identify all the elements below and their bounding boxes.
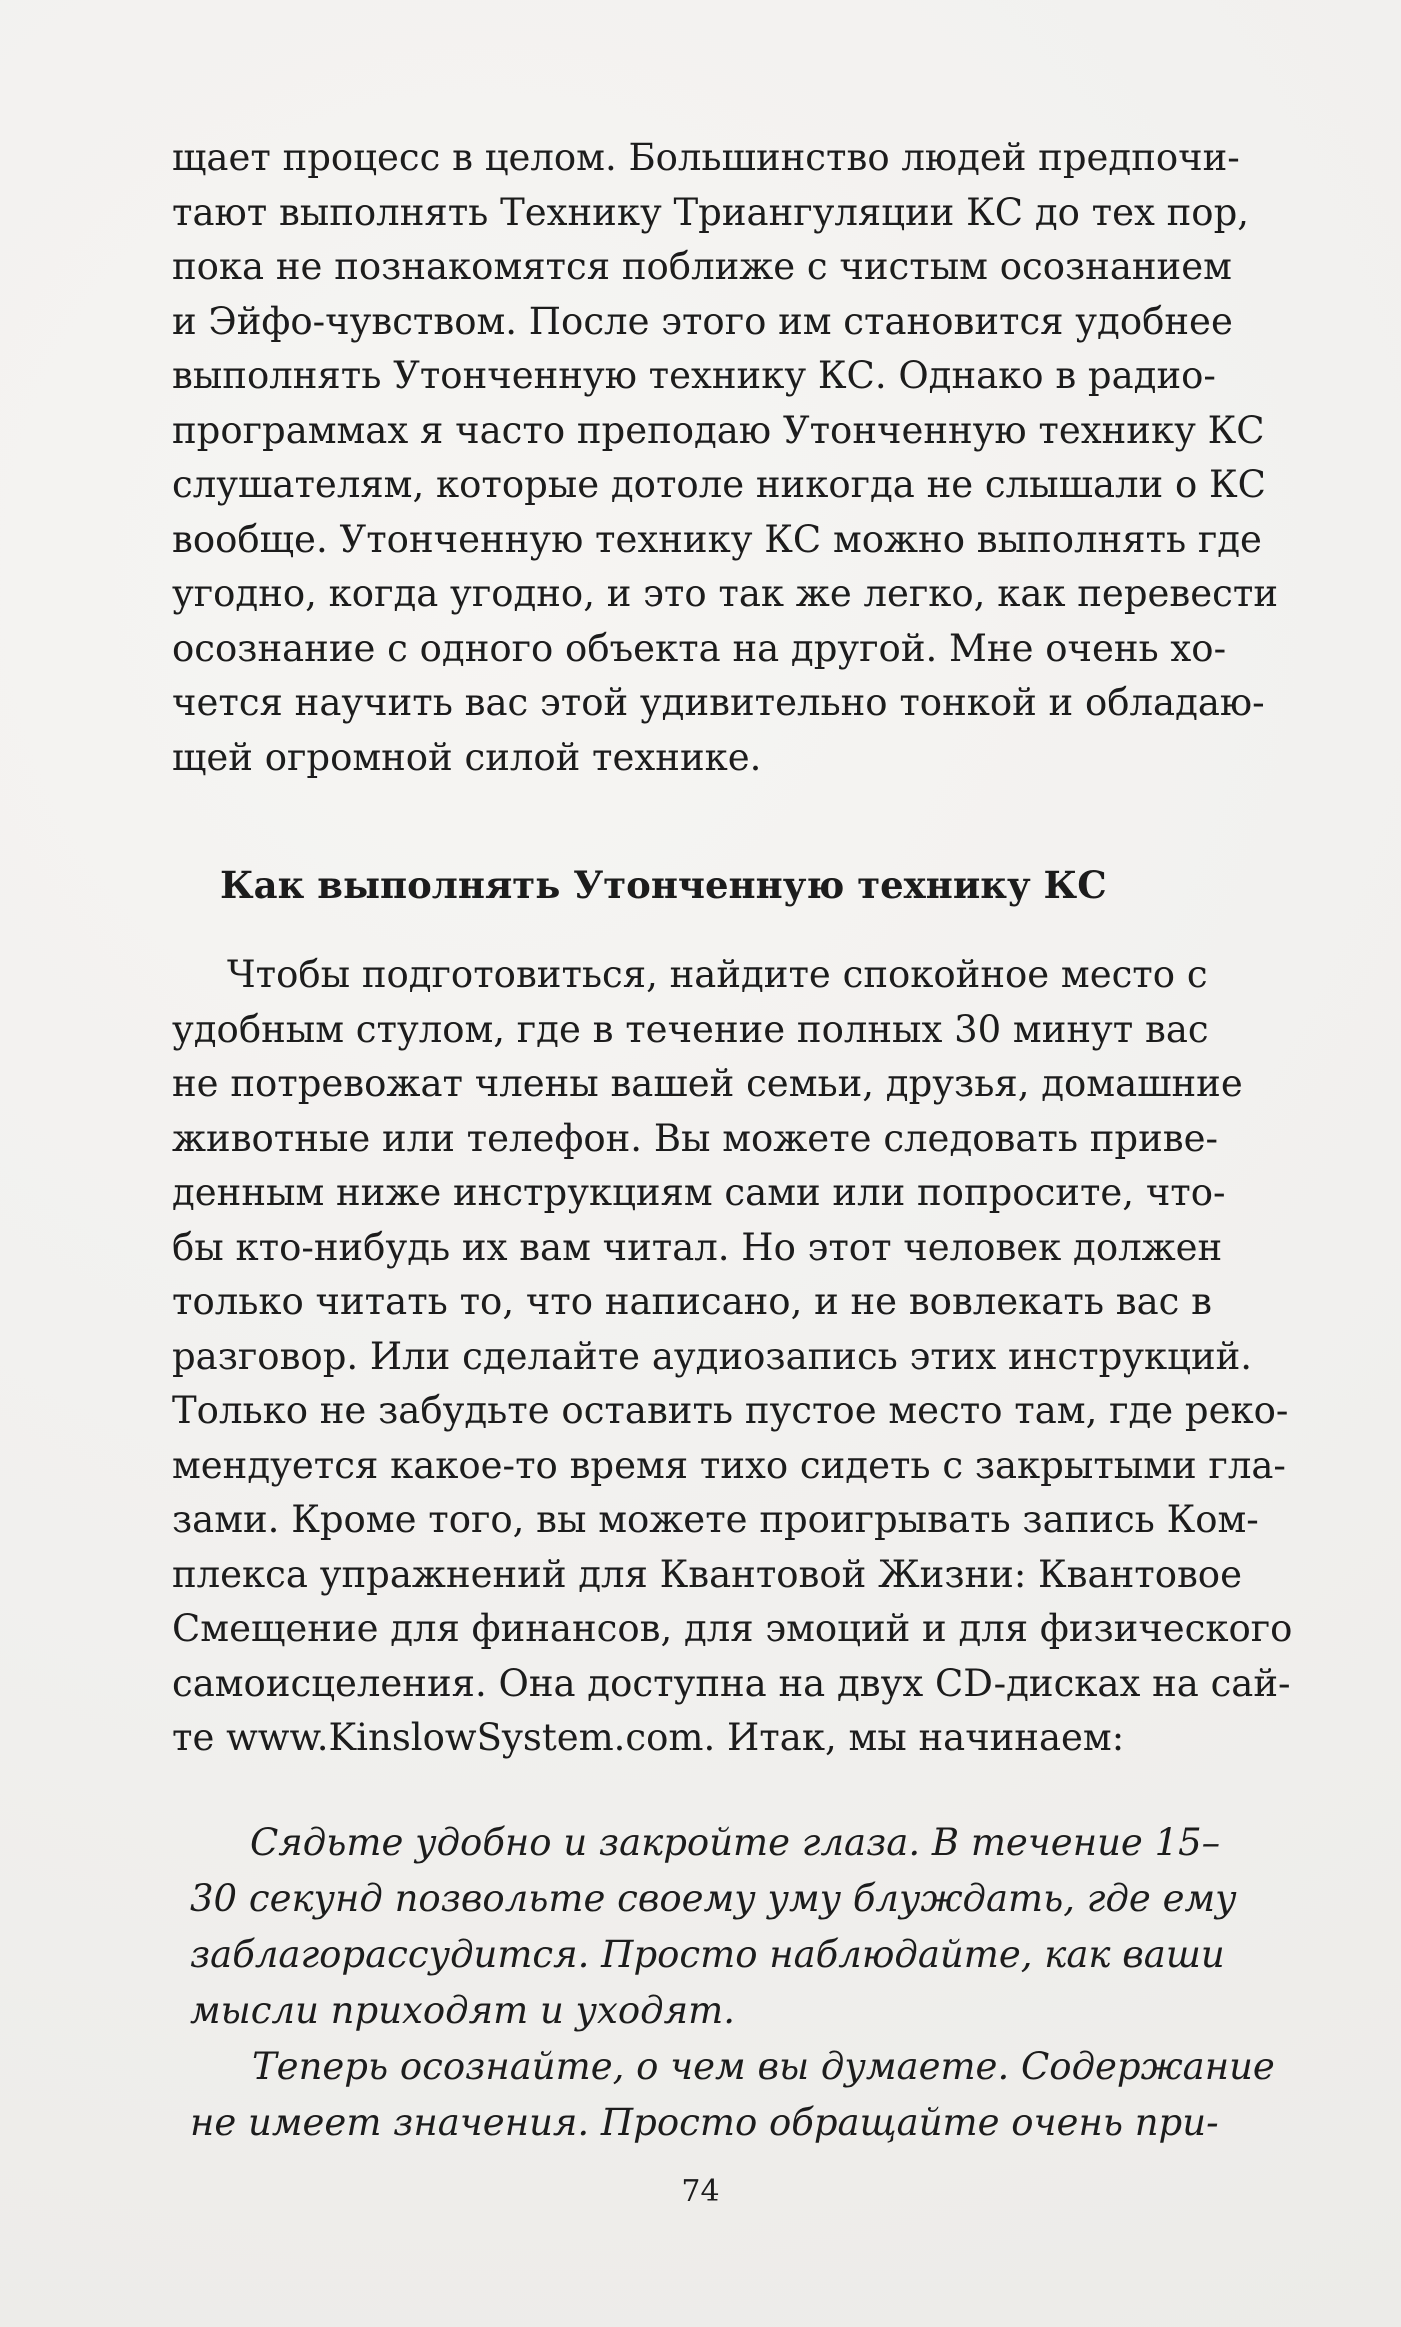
text-line: те www.KinslowSystem.com. Итак, мы начинаем:	[172, 1716, 1125, 1759]
text-line: денным ниже инструкциям сами или попросите, что-	[172, 1171, 1226, 1214]
instruction-line: Сядьте удобно и закройте глаза. В течение 15–	[250, 1821, 1221, 1864]
instruction-line: 30 секунд позвольте своему уму блуждать, где ему	[190, 1877, 1237, 1920]
text-line: плекса упражнений для Квантовой Жизни: Квантовое	[172, 1552, 1242, 1596]
text-line: щает процесс в целом. Большинство людей предпочи-	[172, 136, 1240, 179]
text-line: тают выполнять Технику Триангуляции КС до тех пор,	[172, 190, 1250, 234]
instructions-block	[190, 1815, 1275, 2151]
section-heading: Как выполнять Утонченную технику КС	[220, 863, 1107, 907]
text-line: Только не забудьте оставить пустое место там, где реко-	[172, 1389, 1289, 1432]
text-line: щей огромной силой технике.	[172, 735, 762, 779]
text-line: только читать то, что написано, и не вовлекать вас в	[172, 1280, 1212, 1323]
text-line: выполнять Утонченную технику КС. Однако в радио-	[172, 354, 1216, 397]
text-line: угодно, когда угодно, и это так же легко, как перевести	[172, 572, 1278, 615]
instruction-line: заблагорассудится. Просто наблюдайте, как ваши	[190, 1933, 1225, 1976]
text-line: программах я часто преподаю Утонченную технику КС	[172, 408, 1265, 452]
text-line: мендуется какое-то время тихо сидеть с закрытыми гла-	[172, 1443, 1286, 1487]
text-line: разговор. Или сделайте аудиозапись этих инструкций.	[172, 1334, 1253, 1378]
text-line: самоисцеления. Она доступна на двух CD-дисках на сай-	[172, 1661, 1291, 1705]
paragraph-preparation	[172, 948, 1314, 1766]
page-number: 74	[681, 2174, 720, 2209]
text-line: бы кто-нибудь их вам читал. Но этот человек должен	[172, 1225, 1223, 1269]
instruction-line: не имеет значения. Просто обращайте очень при-	[190, 2101, 1219, 2144]
text-line: Чтобы подготовиться, найдите спокойное место с	[227, 953, 1208, 996]
text-line: не потревожат члены вашей семьи, друзья, домашние	[172, 1062, 1243, 1105]
text-line: слушателям, которые дотоле никогда не слышали о КС	[172, 463, 1266, 506]
text-line: животные или телефон. Вы можете следовать приве-	[172, 1116, 1219, 1160]
text-line: пока не познакомятся поближе с чистым осознанием	[172, 245, 1232, 288]
text-line: осознание с одного объекта на другой. Мне очень хо-	[172, 626, 1227, 670]
instruction-line: мысли приходят и уходят.	[190, 1989, 735, 2032]
text-line: чется научить вас этой удивительно тонкой и обладаю-	[172, 681, 1265, 724]
text-line: и Эйфо-чувством. После этого им становится удобнее	[172, 299, 1233, 343]
text-line: зами. Кроме того, вы можете проигрывать запись Ком-	[172, 1498, 1259, 1541]
text-line: вообще. Утонченную технику КС можно выполнять где	[172, 517, 1262, 561]
instruction-line: Теперь осознайте, о чем вы думаете. Содержание	[252, 2045, 1275, 2088]
paragraph-intro	[172, 131, 1314, 785]
text-line: Смещение для финансов, для эмоций и для физического	[172, 1607, 1293, 1650]
text-line: удобным стулом, где в течение полных 30 минут вас	[172, 1007, 1209, 1051]
